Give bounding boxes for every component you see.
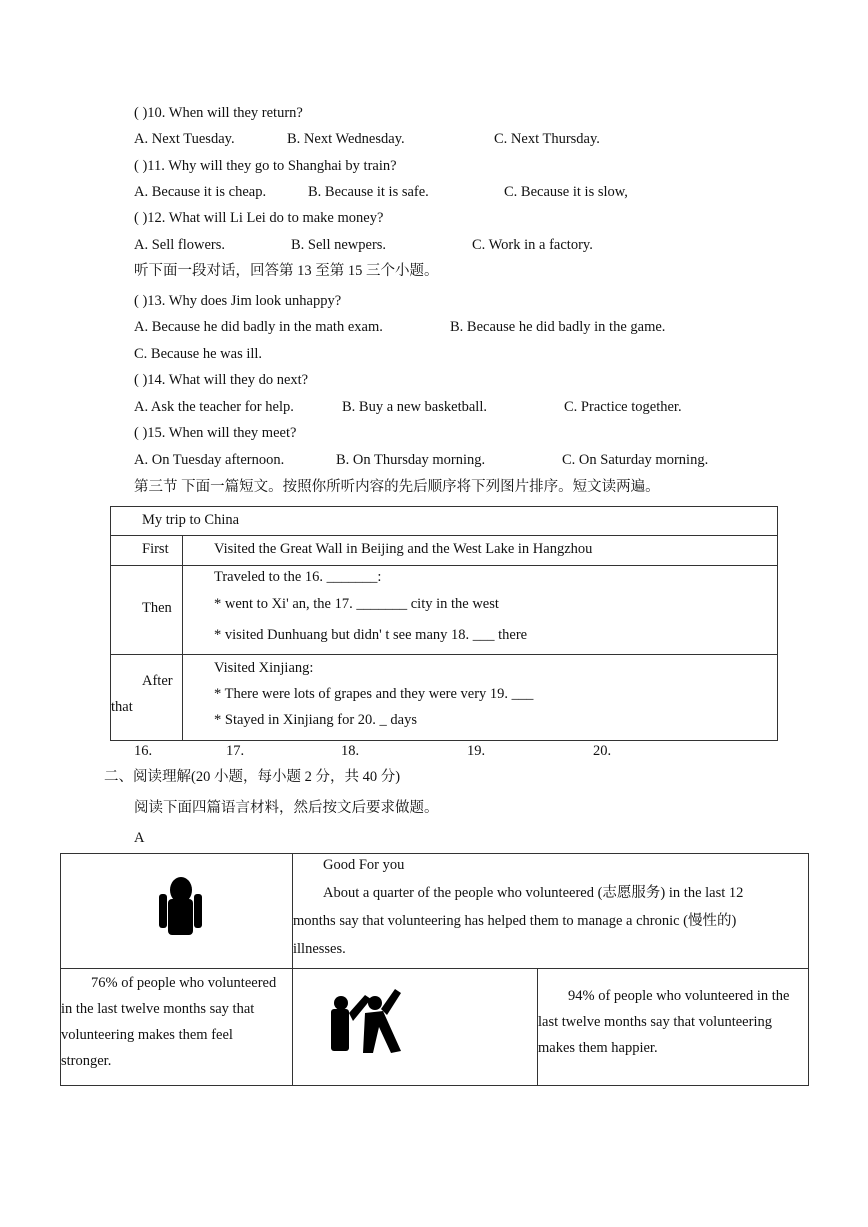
then-line-3: * visited Dunhuang but didn' t see many 18. ___ there xyxy=(214,627,528,643)
that-label: that xyxy=(111,699,133,715)
question-15-stem: ( )15. When will they meet? xyxy=(134,425,297,441)
question-13-option-c: C. Because he was ill. xyxy=(134,346,263,362)
first-text: Visited the Great Wall in Beijing and the West Lake in Hangzhou xyxy=(214,541,593,557)
stronger-line-2: in the last twelve months say that xyxy=(61,1001,255,1017)
then-line-2: * went to Xi' an, the 17. _______ city in the west xyxy=(214,596,499,612)
question-12-option-b: B. Sell newpers. xyxy=(291,237,387,253)
good-for-you-title: Good For you xyxy=(323,857,405,873)
trip-table-title-cell xyxy=(111,507,778,536)
question-15-option-a: A. On Tuesday afternoon. xyxy=(134,452,285,468)
question-14-option-a: A. Ask the teacher for help. xyxy=(134,399,294,415)
question-14-stem: ( )14. What will they do next? xyxy=(134,372,309,388)
question-10-option-c: C. Next Thursday. xyxy=(494,131,600,147)
stronger-line-4: stronger. xyxy=(61,1053,112,1069)
good-for-you-line-3: illnesses. xyxy=(293,941,346,957)
answer-slot-18: 18. xyxy=(341,743,360,759)
first-text-cell xyxy=(183,536,778,566)
after-label-cell xyxy=(111,655,183,741)
then-text-cell xyxy=(183,566,778,655)
stronger-line-3: volunteering makes them feel xyxy=(61,1027,233,1043)
question-10-option-b: B. Next Wednesday. xyxy=(287,131,405,147)
question-14-option-b: B. Buy a new basketball. xyxy=(342,399,487,415)
icon-cell-top-left xyxy=(61,854,293,969)
answer-slot-20: 20. xyxy=(593,743,612,759)
after-line-3: * Stayed in Xinjiang for 20. _ days xyxy=(214,712,417,728)
section-3-instruction: 第三节 下面一篇短文。按照你所听内容的先后顺序将下列图片排序。短文读两遍。 xyxy=(134,479,660,495)
good-for-you-line-2: months say that volunteering has helped them to manage a chronic (慢性的) xyxy=(293,913,737,929)
reading-heading: 二、阅读理解(20 小题，每小题 2 分，共 40 分) xyxy=(104,769,401,785)
passage-label: A xyxy=(134,830,145,846)
reading-instruction: 阅读下面四篇语言材料，然后按文后要求做题。 xyxy=(134,800,439,816)
stronger-line-1: 76% of people who volunteered xyxy=(91,975,277,991)
icon-cell-middle xyxy=(293,969,538,1086)
question-12-option-a: A. Sell flowers. xyxy=(134,237,226,253)
happier-stat-cell xyxy=(538,969,809,1086)
trip-table-title: My trip to China xyxy=(142,512,240,528)
then-line-1: Traveled to the 16. _______: xyxy=(214,569,382,585)
question-15-option-b: B. On Thursday morning. xyxy=(336,452,486,468)
trip-table xyxy=(110,506,778,741)
person-arms-raised-icon xyxy=(61,854,292,968)
question-14-option-c: C. Practice together. xyxy=(564,399,682,415)
after-text-cell xyxy=(183,655,778,741)
question-13-stem: ( )13. Why does Jim look unhappy? xyxy=(134,293,342,309)
answer-slot-19: 19. xyxy=(467,743,486,759)
happier-line-3: makes them happier. xyxy=(538,1040,658,1056)
question-13-option-b: B. Because he did badly in the game. xyxy=(450,319,666,335)
after-line-1: Visited Xinjiang: xyxy=(214,660,314,676)
question-11-stem: ( )11. Why will they go to Shanghai by train? xyxy=(134,158,397,174)
question-11-option-a: A. Because it is cheap. xyxy=(134,184,267,200)
first-label-cell xyxy=(111,536,183,566)
question-10-option-a: A. Next Tuesday. xyxy=(134,131,235,147)
passage-a-box xyxy=(60,853,809,1086)
after-label: After xyxy=(142,673,173,689)
instruction-13-15: 听下面一段对话，回答第 13 至第 15 三个小题。 xyxy=(134,263,439,279)
question-11-option-c: C. Because it is slow, xyxy=(504,184,628,200)
answer-slot-16: 16. xyxy=(134,743,153,759)
happier-line-1: 94% of people who volunteered in the xyxy=(568,988,790,1004)
happier-line-2: last twelve months say that volunteering xyxy=(538,1014,772,1030)
good-for-you-line-1: About a quarter of the people who volunteered (志愿服务) in the last 12 xyxy=(323,885,744,901)
question-13-option-a: A. Because he did badly in the math exam. xyxy=(134,319,383,335)
question-12-stem: ( )12. What will Li Lei do to make money? xyxy=(134,210,384,226)
question-12-option-c: C. Work in a factory. xyxy=(472,237,593,253)
stronger-stat-cell xyxy=(61,969,293,1086)
question-15-option-c: C. On Saturday morning. xyxy=(562,452,709,468)
after-line-2: * There were lots of grapes and they were very 19. ___ xyxy=(214,686,534,702)
first-label: First xyxy=(142,541,169,557)
answer-slot-17: 17. xyxy=(226,743,245,759)
two-people-dancing-icon xyxy=(293,969,537,1085)
then-label-cell xyxy=(111,566,183,655)
question-10-stem: ( )10. When will they return? xyxy=(134,105,303,121)
question-11-option-b: B. Because it is safe. xyxy=(308,184,429,200)
then-label: Then xyxy=(142,600,172,616)
good-for-you-cell xyxy=(293,854,809,969)
